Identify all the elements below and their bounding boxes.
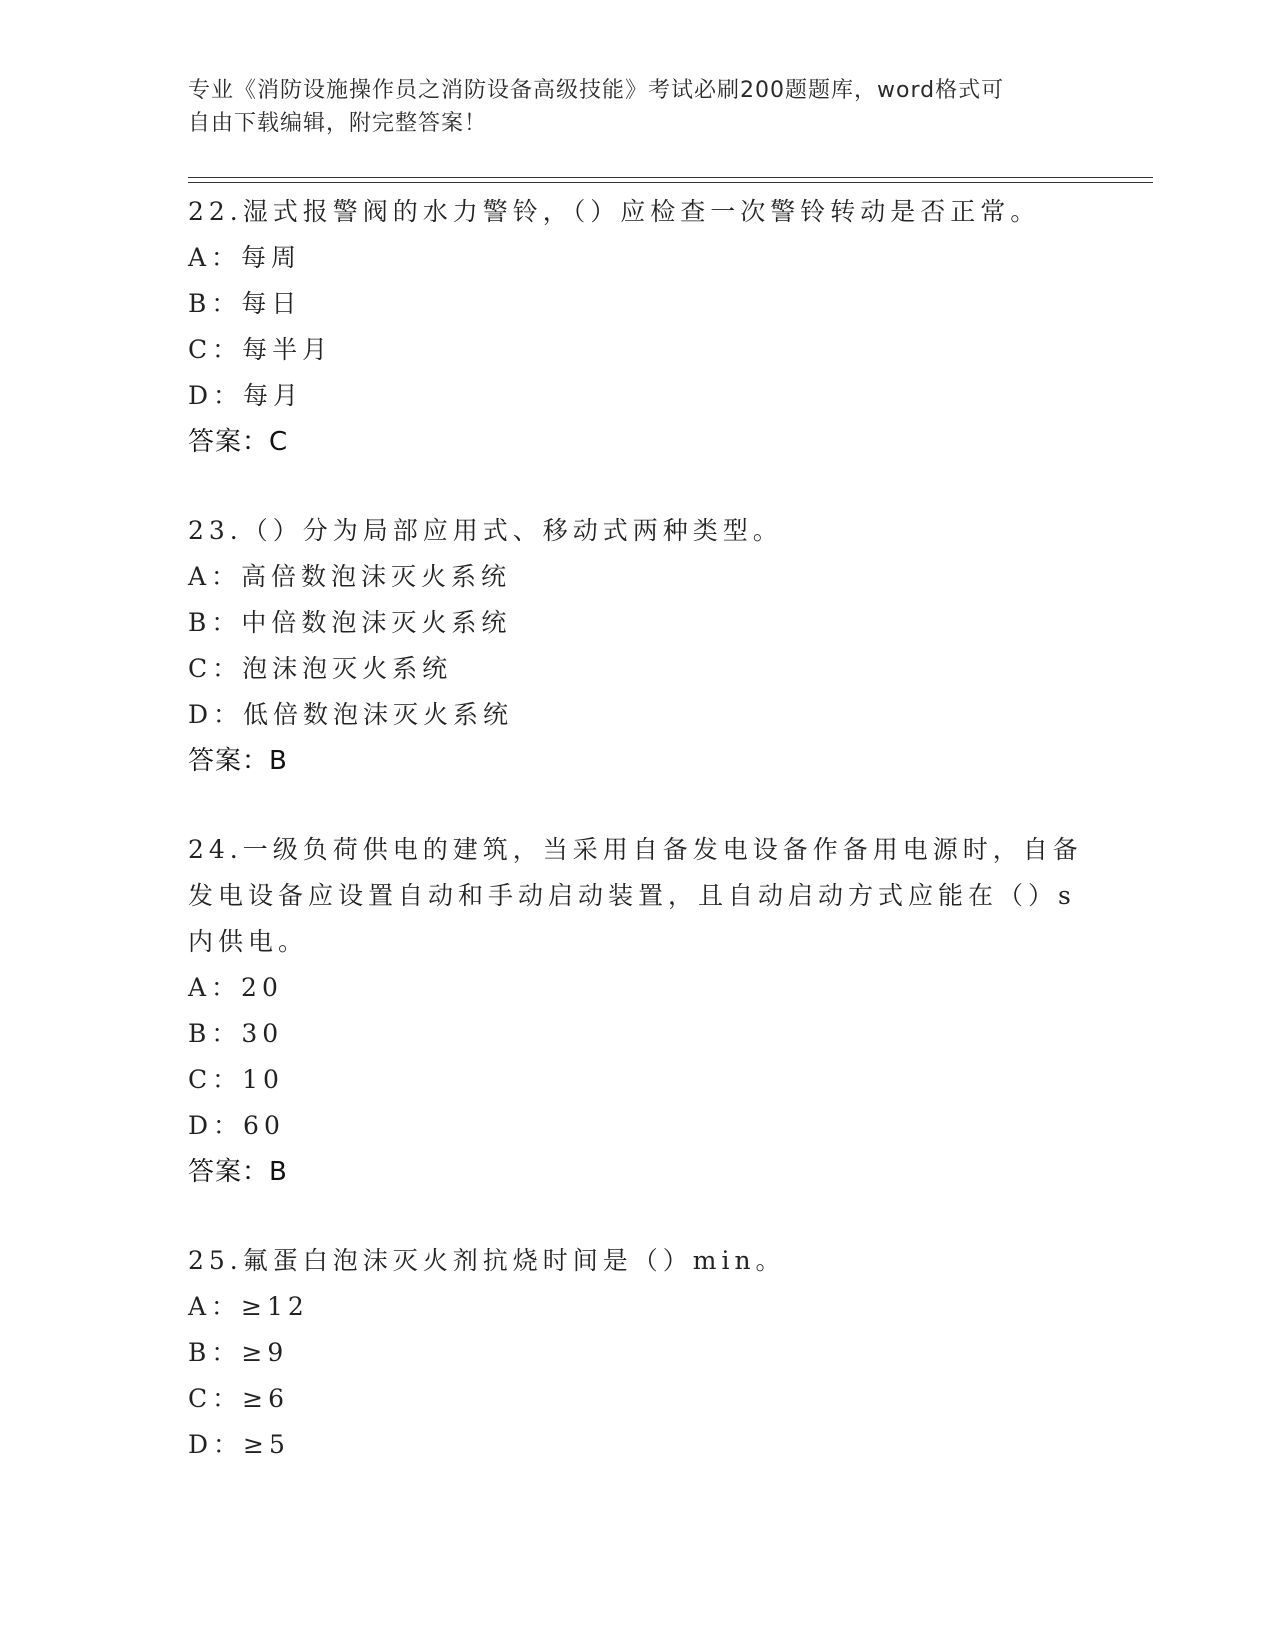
option-a: A：每周	[188, 243, 302, 272]
question-23	[188, 508, 1088, 784]
question-24	[188, 827, 1088, 1195]
question-stem: 25.氟蛋白泡沫灭火剂抗烧时间是（）min。	[188, 1246, 786, 1275]
option-c: C：泡沫泡灭火系统	[188, 654, 453, 683]
question-22	[188, 189, 1088, 465]
option-b: B：≥9	[188, 1338, 289, 1367]
option-c: C：每半月	[188, 335, 333, 364]
header-line-2: 自由下载编辑，附完整答案！	[188, 111, 488, 136]
question-25	[188, 1238, 1088, 1468]
answer-line: 答案：B	[188, 1157, 288, 1187]
option-a: A：20	[188, 973, 283, 1002]
question-stem: 22.湿式报警阀的水力警铃，（）应检查一次警铃转动是否正常。	[188, 197, 1041, 226]
option-d: D：≥5	[188, 1430, 290, 1459]
option-d: D：低倍数泡沫灭火系统	[188, 700, 514, 729]
option-b: B：中倍数泡沫灭火系统	[188, 608, 512, 637]
option-a: A：≥12	[188, 1292, 309, 1321]
option-d: D：60	[188, 1111, 285, 1140]
question-stem: 24.一级负荷供电的建筑，当采用自备发电设备作备用电源时，自备发电设备应设置自动和手动启动装置，且自动启动方式应能在（）s内供电。	[188, 835, 1083, 956]
option-c: C：10	[188, 1065, 284, 1094]
header-divider-bottom	[188, 182, 1153, 183]
document-header	[188, 74, 1068, 140]
option-c: C：≥6	[188, 1384, 289, 1413]
option-b: B：30	[188, 1019, 284, 1048]
option-a: A：高倍数泡沫灭火系统	[188, 562, 512, 591]
question-stem: 23.（）分为局部应用式、移动式两种类型。	[188, 516, 783, 545]
answer-line: 答案：C	[188, 427, 289, 457]
header-divider-top	[188, 177, 1153, 178]
answer-line: 答案：B	[188, 746, 288, 776]
option-b: B：每日	[188, 289, 302, 318]
option-d: D：每月	[188, 381, 304, 410]
header-line-1: 专业《消防设施操作员之消防设备高级技能》考试必刷200题题库，word格式可	[188, 78, 1005, 103]
